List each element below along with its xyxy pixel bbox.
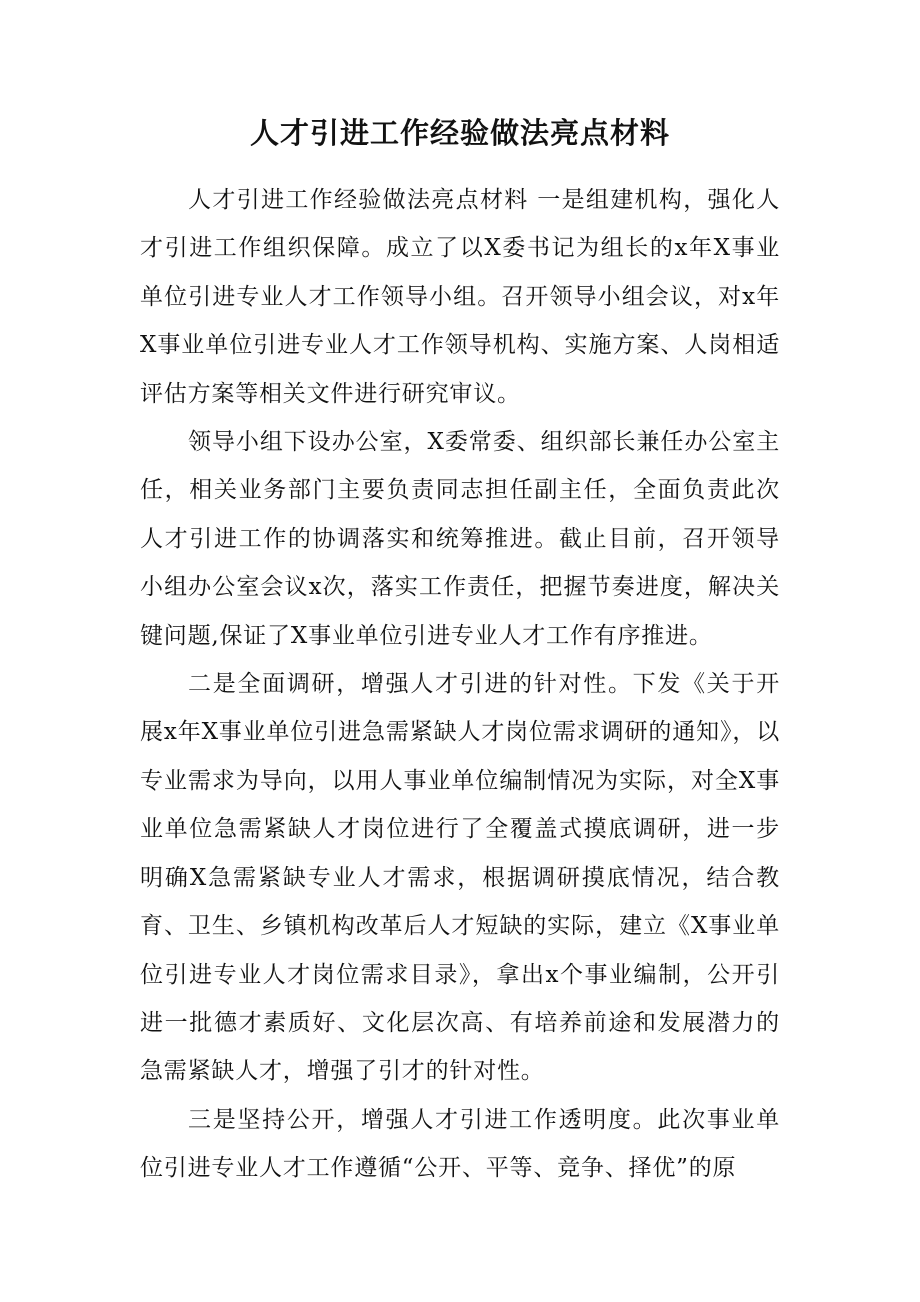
document-title: 人才引进工作经验做法亮点材料 [249, 116, 670, 150]
paragraph-2: 领导小组下设办公室，X委常委、组织部长兼任办公室主任，相关业务部门主要负责同志担任副主任，全面负责此次人才引进工作的协调落实和统筹推进。截止目前，召开领导小组办公室会议x次，落实工作责任，把握节奏进度，解决关键问题,保证了X事业单位引进专业人才工作有序推进。 [140, 429, 780, 649]
paragraph-1: 人才引进工作经验做法亮点材料 一是组建机构，强化人才引进工作组织保障。成立了以X委书记为组长的x年X事业单位引进专业人才工作领导小组。召开领导小组会议，对x年X事业单位引进专业人才工作领导机构、实施方案、人岗相适评估方案等相关文件进行研究审议。 [140, 187, 780, 407]
paragraph-3: 二是全面调研，增强人才引进的针对性。下发《关于开展x年X事业单位引进急需紧缺人才岗位需求调研的通知》，以专业需求为导向，以用人事业单位编制情况为实际，对全X事业单位急需紧缺人才岗位进行了全覆盖式摸底调研，进一步明确X急需紧缺专业人才需求，根据调研摸底情况，结合教育、卫生、乡镇机构改革后人才短缺的实际，建立《X事业单位引进专业人才岗位需求目录》，拿出x个事业编制，公开引进一批德才素质好、文化层次高、有培养前途和发展潜力的急需紧缺人才，增强了引才的针对性。 [140, 671, 780, 1085]
paragraph-4: 三是坚持公开，增强人才引进工作透明度。此次事业单位引进专业人才工作遵循“公开、平等、竞争、择优”的原 [140, 1106, 780, 1182]
